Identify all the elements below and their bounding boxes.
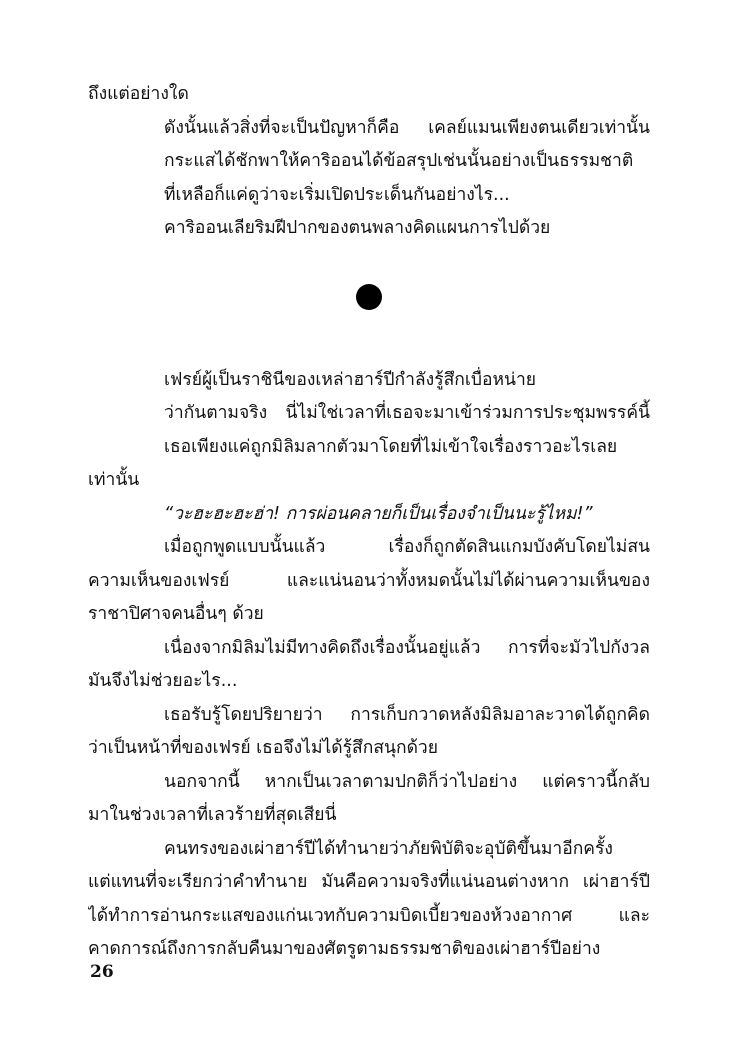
text-line: ที่เหลือก็แค่ดูว่าจะเริ่มเปิดประเด็นกันอย่างไร... <box>164 184 510 205</box>
text-line: แต่แทนที่จะเรียกว่าคำทำนาย มันคือความจริงที่แน่นอนต่างหาก เผ่าฮาร์ปี <box>88 872 650 892</box>
text-line: ความเห็นของเฟรย์ และแน่นอนว่าทั้งหมดนั้นไม่ได้ผ่านความเห็นของ <box>88 570 650 591</box>
text-line: มันจึงไม่ช่วยอะไร... <box>88 671 238 691</box>
text-line: เมื่อถูกพูดแบบนั้นแล้ว เรื่องก็ถูกตัดสินแกมบังคับโดยไม่สน <box>164 537 650 557</box>
text-line: ถึงแต่อย่างใด <box>88 84 189 104</box>
text-line: ว่ากันตามจริง นี่ไม่ใช่เวลาที่เธอจะมาเข้าร่วมการประชุมพรรค์นี้ <box>164 403 650 423</box>
text-line: คาริออนเลียริมฝีปากของตนพลางคิดแผนการไปด้วย <box>164 218 551 238</box>
text-line: ราชาปิศาจคนอื่นๆ ด้วย <box>88 604 264 624</box>
text-line: เท่านั้น <box>88 470 140 490</box>
text-line: ว่าเป็นหน้าที่ของเฟรย์ เธอจึงไม่ได้รู้สึกสนุกด้วย <box>88 738 439 758</box>
page-number: 26 <box>90 962 114 982</box>
text-line: ดังนั้นแล้วสิ่งที่จะเป็นปัญหาก็คือ เคลย์แมนเพียงตนเดียวเท่านั้น <box>164 117 650 138</box>
text-line: เนื่องจากมิลิมไม่มีทางคิดถึงเรื่องนั้นอยู่แล้ว การที่จะมัวไปกังวล <box>164 637 650 658</box>
text-line: เฟรย์ผู้เป็นราชินีของเหล่าฮาร์ปีกำลังรู้สึกเบื่อหน่าย <box>164 369 537 390</box>
document-body <box>88 78 650 967</box>
text-line: คนทรงของเผ่าฮาร์ปีได้ทำนายว่าภัยพิบัติจะอุบัติขึ้นมาอีกครั้ง <box>164 838 613 859</box>
text-line: นอกจากนี้ หากเป็นเวลาตามปกติก็ว่าไปอย่าง แต่คราวนี้กลับ <box>164 771 650 792</box>
scene-break-dot <box>356 284 382 310</box>
text-line: ได้ทำการอ่านกระแสของแก่นเวทกับความบิดเบี้ยวของห้วงอากาศ และ <box>88 905 650 926</box>
text-line: กระแสได้ชักพาให้คาริออนได้ข้อสรุปเช่นนั้นอย่างเป็นธรรมชาติ <box>164 151 634 171</box>
text-line: คาดการณ์ถึงการกลับคืนมาของศัตรูตามธรรมชาติของเผ่าฮาร์ปีอย่าง <box>88 939 601 959</box>
text-line: มาในช่วงเวลาที่เลวร้ายที่สุดเสียนี่ <box>88 805 337 825</box>
dialogue-line: “วะฮะฮะฮะฮ่า! การผ่อนคลายก็เป็นเรื่องจำเป็นนะรู้ไหม!” <box>164 503 593 524</box>
text-line: เธอเพียงแค่ถูกมิลิมลากตัวมาโดยที่ไม่เข้าใจเรื่องราวอะไรเลย <box>164 436 618 457</box>
scene-break <box>88 246 650 364</box>
text-line: เธอรับรู้โดยปริยายว่า การเก็บกวาดหลังมิลิมอาละวาดได้ถูกคิด <box>164 704 650 725</box>
